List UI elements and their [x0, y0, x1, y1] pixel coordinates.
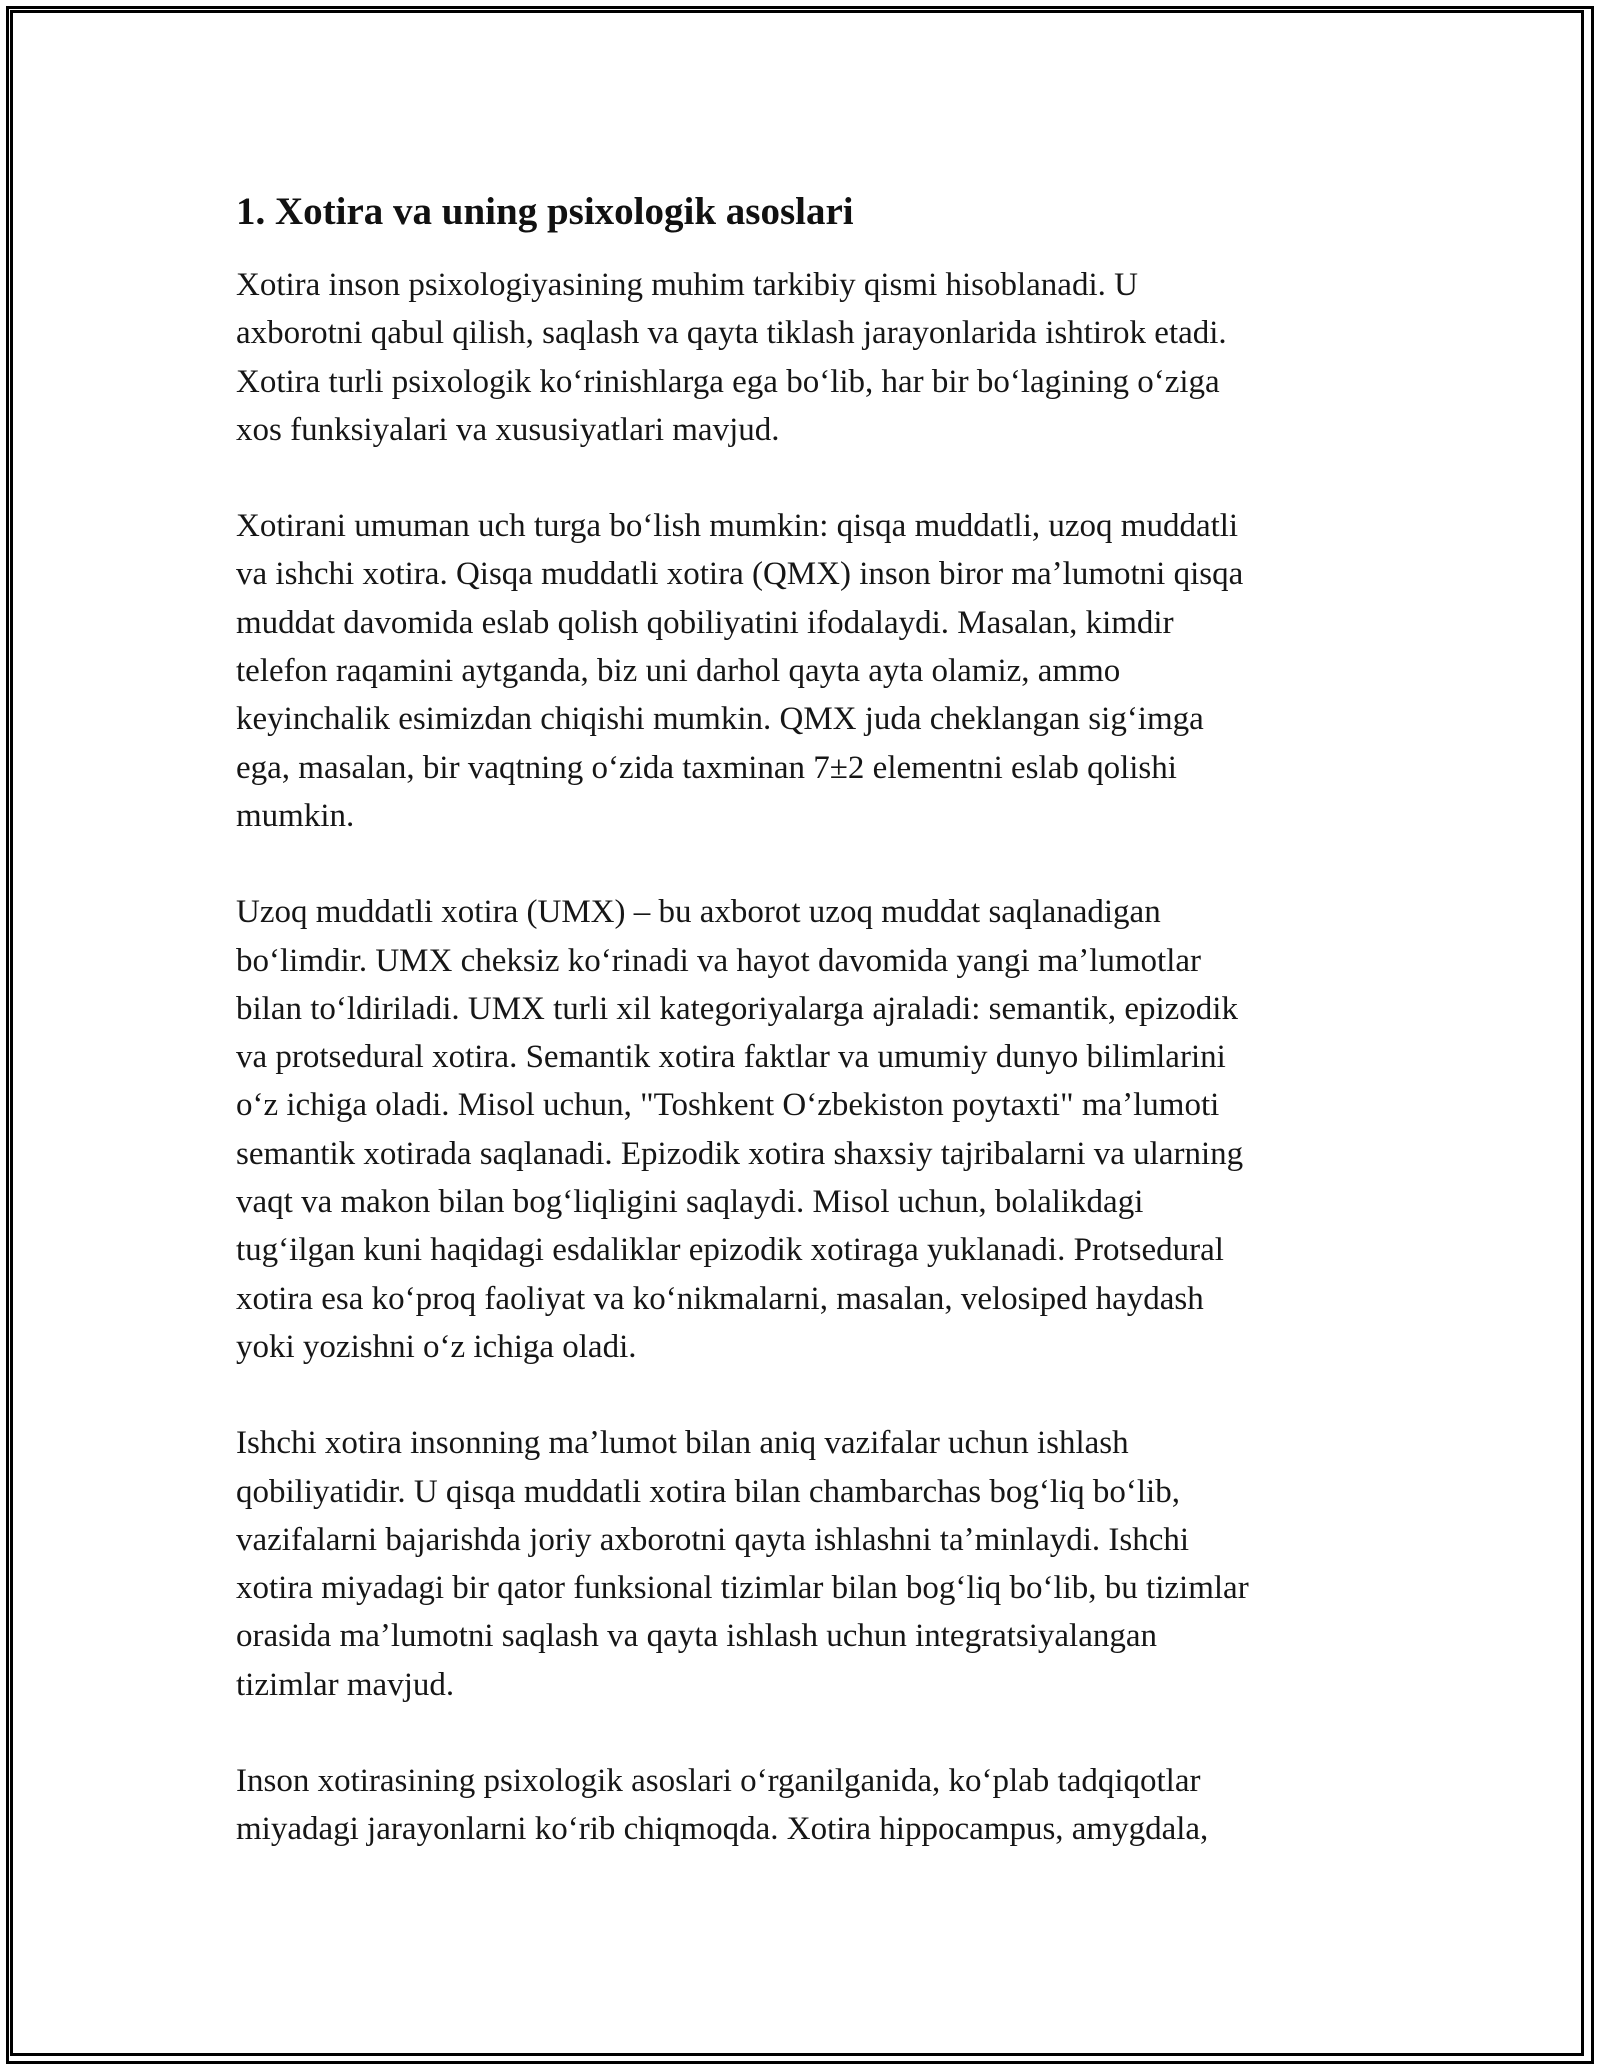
paragraph-line: Xotira inson psixologiyasining muhim tarkibiy qismi hisoblanadi. U — [236, 267, 1138, 303]
paragraph-line: Ishchi xotira insonning maʼlumot bilan aniq vazifalar uchun ishlash — [236, 1425, 1129, 1462]
paragraph-line: va ishchi xotira. Qisqa muddatli xotira (QMX) inson biror maʼlumotni qisqa — [236, 556, 1244, 593]
paragraph-line: qobiliyatidir. U qisqa muddatli xotira bilan chambarchas bogʻliq boʻlib, — [236, 1473, 1180, 1510]
paragraph-line: orasida maʼlumotni saqlash va qayta ishlash uchun integratsiyalangan — [236, 1618, 1158, 1655]
paragraph-line: keyinchalik esimizdan chiqishi mumkin. QMX juda cheklangan sigʻimga — [236, 701, 1204, 738]
paragraph-line: miyadagi jarayonlarni koʻrib chiqmoqda. Xotira hippocampus, amygdala, — [236, 1811, 1209, 1848]
paragraph-line: xotira miyadagi bir qator funksional tizimlar bilan bogʻliq boʻlib, bu tizimlar — [236, 1570, 1249, 1607]
paragraph-line: xos funksiyalari va xususiyatlari mavjud. — [236, 411, 780, 448]
paragraph-4 — [236, 1419, 1368, 1709]
paragraph-line: Xotira turli psixologik koʻrinishlarga ega boʻlib, har bir boʻlagining oʻziga — [236, 363, 1220, 400]
paragraph-line: boʻlimdir. UMX cheksiz koʻrinadi va hayot davomida yangi maʼlumotlar — [236, 942, 1202, 979]
paragraph-line: telefon raqamini aytganda, biz uni darhol qayta ayta olamiz, ammo — [236, 653, 1121, 690]
paragraph-line: yoki yozishni oʻz ichiga oladi. — [236, 1328, 637, 1365]
paragraph-line: muddat davomida eslab qolish qobiliyatini ifodalaydi. Masalan, kimdir — [236, 604, 1174, 641]
paragraph-1 — [236, 261, 1368, 454]
paragraph-line: bilan toʻldiriladi. UMX turli xil kategoriyalarga ajraladi: semantik, epizodik — [236, 990, 1238, 1027]
paragraph-line: oʻz ichiga oladi. Misol uchun, "Toshkent Oʻzbekiston poytaxti" maʼlumoti — [236, 1087, 1220, 1124]
paragraph-line: Xotirani umuman uch turga boʻlish mumkin: qisqa muddatli, uzoq muddatli — [236, 508, 1239, 545]
paragraph-line: tizimlar mavjud. — [236, 1666, 455, 1703]
paragraph-line: va protsedural xotira. Semantik xotira faktlar va umumiy dunyo bilimlarini — [236, 1039, 1226, 1076]
paragraph-line: vaqt va makon bilan bogʻliqligini saqlaydi. Misol uchun, bolalikdagi — [236, 1184, 1144, 1221]
paragraph-line: mumkin. — [236, 797, 355, 834]
document-body — [236, 186, 1368, 1902]
paragraph-line: Inson xotirasining psixologik asoslari oʻrganilganida, koʻplab tadqiqotlar — [236, 1763, 1201, 1800]
section-heading: 1. Xotira va uning psixologik asoslari — [236, 190, 854, 233]
paragraph-line: axborotni qabul qilish, saqlash va qayta tiklash jarayonlarida ishtirok etadi. — [236, 315, 1227, 352]
paragraph-2 — [236, 502, 1368, 840]
paragraph-line: xotira esa koʻproq faoliyat va koʻnikmalarni, masalan, velosiped haydash — [236, 1280, 1204, 1317]
paragraph-line: ega, masalan, bir vaqtning oʻzida taxminan 7±2 elementni eslab qolishi — [236, 749, 1177, 786]
paragraph-line: Uzoq muddatli xotira (UMX) – bu axborot uzoq muddat saqlanadigan — [236, 894, 1161, 931]
paragraph-line: vazifalarni bajarishda joriy axborotni qayta ishlashni taʼminlaydi. Ishchi — [236, 1521, 1190, 1558]
paragraph-line: tugʻilgan kuni haqidagi esdaliklar epizodik xotiraga yuklanadi. Protsedural — [236, 1232, 1224, 1269]
paragraph-line: semantik xotirada saqlanadi. Epizodik xotira shaxsiy tajribalarni va ularning — [236, 1135, 1244, 1172]
paragraph-5 — [236, 1757, 1368, 1854]
paragraph-3 — [236, 888, 1368, 1371]
